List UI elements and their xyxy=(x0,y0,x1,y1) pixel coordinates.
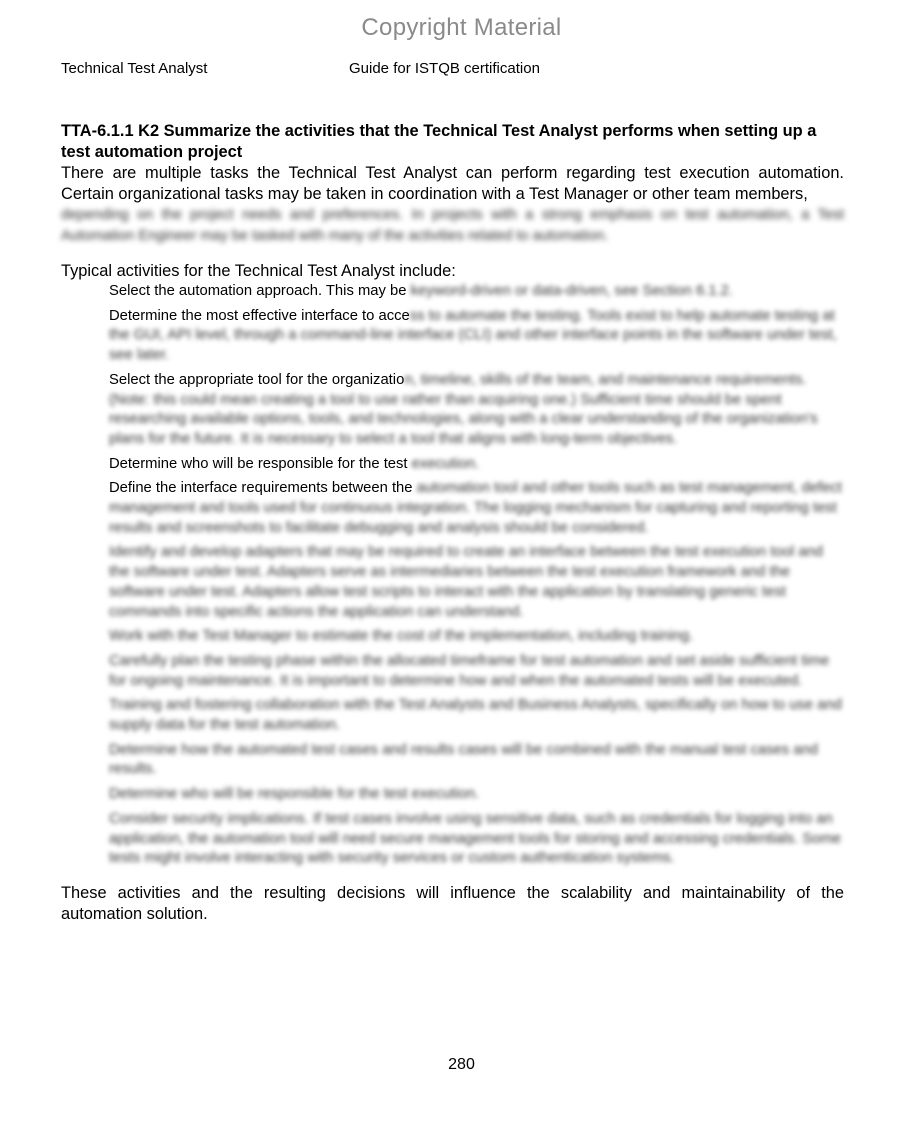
activity-blurred-text: Identify and develop adapters that may be required to create an interface between the test execution tool and the software under test. Adapters serve as intermediaries between the test execution framework and the software under test. Adapters allow test scripts to interact with the application by translating generic test commands into specific actions the application can understand. xyxy=(109,544,824,620)
activity-blurred-text: execution. xyxy=(407,455,480,472)
list-item xyxy=(109,455,844,475)
activity-blurred-text: n, timeline, skills of the team, and maintenance requirements. (Note: this could mean creating a tool to use rather than acquiring one.) Sufficient time should be spent researching available options, tools, and technologies, along with a clear understanding of the organization's plans for the future. It is necessary to select a tool that aligns with long-term objectives. xyxy=(109,371,818,447)
list-item xyxy=(109,282,844,302)
running-header-title: Technical Test Analyst xyxy=(61,60,208,77)
list-item xyxy=(109,371,844,450)
list-item xyxy=(109,627,844,647)
list-item xyxy=(109,741,844,780)
activity-visible-text: Determine who will be responsible for the test xyxy=(109,455,408,472)
activity-blurred-text: Determine how the automated test cases and results cases will be combined with the manual test cases and results. xyxy=(109,741,818,778)
activity-blurred-text: ss to automate the testing. Tools exist to help automate testing at the GUI, API level, through a command-line interface (CLI) and other interface points in the software under test, see later. xyxy=(109,307,837,364)
activity-blurred-text: automation tool and other tools such as test management, defect management and tools used for continuous integration. The logging mechanism for capturing and reporting test results and screenshots to facilitate debugging and analysis should be considered. xyxy=(109,480,842,536)
closing-paragraph: These activities and the resulting decisions will influence the scalability and maintainability of the automation solution. xyxy=(61,883,844,923)
activities-list xyxy=(61,282,844,869)
page-content xyxy=(61,121,844,925)
copyright-watermark: Copyright Material xyxy=(361,14,562,41)
list-item xyxy=(109,810,844,869)
activity-visible-text: Select the appropriate tool for the organizatio xyxy=(109,371,405,388)
intro-paragraph-blurred: depending on the project needs and preferences. In projects with a strong emphasis on test automation, a Test Automation Engineer may be tasked with many of the activities related to automation. xyxy=(61,207,844,244)
list-item xyxy=(109,307,844,366)
list-item xyxy=(109,785,844,805)
activity-blurred-text: Training and fostering collaboration with the Test Analysts and Business Analysts, specifically on how to use and supply data for the test automation. xyxy=(109,697,842,734)
activity-blurred-text: Determine who will be responsible for the test execution. xyxy=(109,786,480,803)
activity-visible-text: Determine the most effective interface to acce xyxy=(109,307,410,324)
activity-visible-text: Define the interface requirements between the xyxy=(109,480,413,497)
list-item xyxy=(109,696,844,735)
page-number: 280 xyxy=(448,1056,475,1073)
intro-paragraph: There are multiple tasks the Technical Test Analyst can perform regarding test execution automation. Certain organizational tasks may be taken in coordination with a Test Manager or other team members, xyxy=(61,164,844,203)
activity-visible-text: Select the automation approach. This may be xyxy=(109,283,407,299)
list-item xyxy=(109,543,844,622)
activity-blurred-text: Work with the Test Manager to estimate the cost of the implementation, including training. xyxy=(109,628,694,645)
list-item xyxy=(109,652,844,691)
activity-blurred-text: keyword-driven or data-driven, see Section 6.1.2. xyxy=(406,283,734,299)
activity-blurred-text: Consider security implications. If test cases involve using sensitive data, such as credentials for logging into an application, the automation tool will need secure management tools for storing and accessing credentials. Some tests might involve interacting with security services or custom authentication systems. xyxy=(109,810,842,867)
list-item xyxy=(109,479,844,538)
activity-blurred-text: Carefully plan the testing phase within the allocated timeframe for test automation and set aside sufficient time for ongoing maintenance. It is important to determine how and when the automated tests will be executed. xyxy=(109,652,830,689)
running-header-subtitle: Guide for ISTQB certification xyxy=(349,60,540,77)
section-heading: TTA-6.1.1 K2 Summarize the activities that the Technical Test Analyst performs when setting up a test automation project xyxy=(61,122,817,161)
activities-intro: Typical activities for the Technical Test Analyst include: xyxy=(61,262,456,280)
